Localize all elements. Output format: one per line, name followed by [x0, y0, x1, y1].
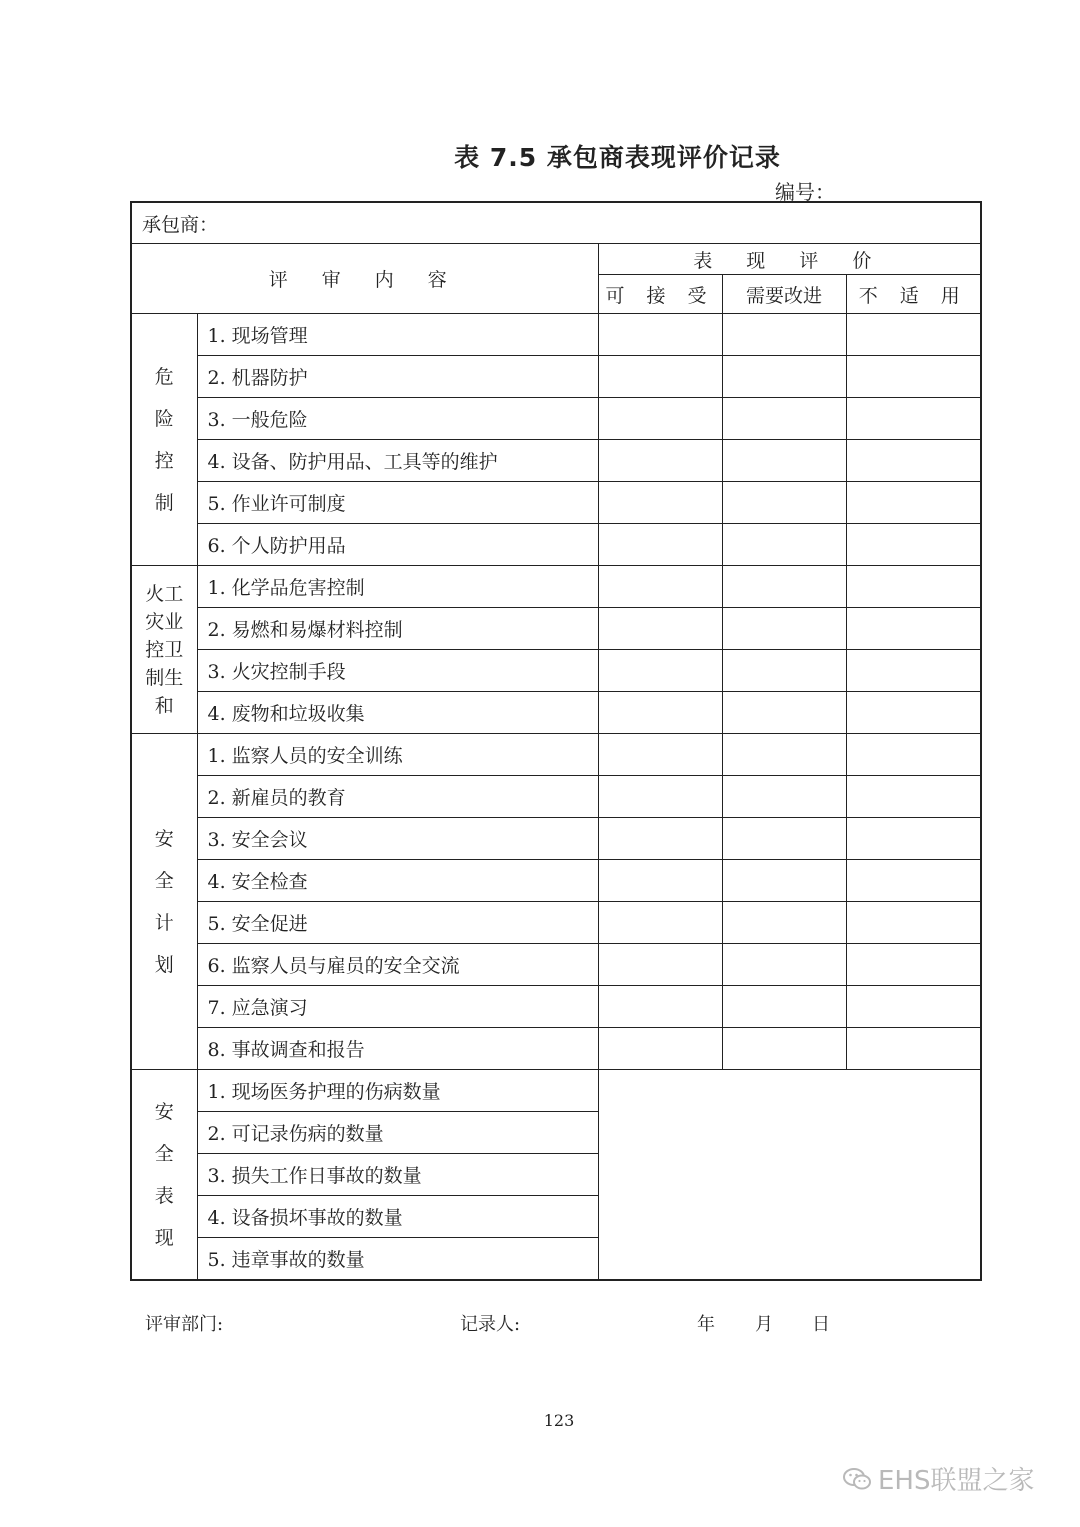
not-applicable-cell[interactable] — [846, 566, 981, 608]
needs-improvement-cell[interactable] — [722, 356, 846, 398]
acceptable-cell[interactable] — [598, 482, 722, 524]
not-applicable-cell[interactable] — [846, 440, 981, 482]
not-applicable-cell[interactable] — [846, 860, 981, 902]
not-applicable-cell[interactable] — [846, 986, 981, 1028]
list-item: 2. 机器防护 — [197, 356, 598, 398]
not-applicable-cell[interactable] — [846, 734, 981, 776]
list-item: 6. 监察人员与雇员的安全交流 — [197, 944, 598, 986]
needs-improvement-cell[interactable] — [722, 1028, 846, 1070]
needs-improvement-cell[interactable] — [722, 566, 846, 608]
needs-improvement-cell[interactable] — [722, 860, 846, 902]
needs-improvement-cell[interactable] — [722, 314, 846, 356]
acceptable-cell[interactable] — [598, 356, 722, 398]
category-safety-plan: 安 全 计 划 — [131, 734, 197, 1070]
footer-year: 年 — [697, 1314, 715, 1335]
not-applicable-cell[interactable] — [846, 818, 981, 860]
acceptable-cell[interactable] — [598, 944, 722, 986]
not-applicable-cell[interactable] — [846, 944, 981, 986]
needs-improvement-cell[interactable] — [722, 986, 846, 1028]
acceptable-cell[interactable] — [598, 776, 722, 818]
not-applicable-cell[interactable] — [846, 314, 981, 356]
list-item: 2. 易燃和易爆材料控制 — [197, 608, 598, 650]
wechat-icon — [842, 1466, 872, 1492]
safety-performance-value-area[interactable] — [598, 1070, 981, 1281]
not-applicable-cell[interactable] — [846, 692, 981, 734]
contractor-field[interactable]: 承包商： — [131, 202, 981, 244]
page-number: 123 — [543, 1411, 575, 1430]
not-applicable-cell[interactable] — [846, 482, 981, 524]
list-item: 2. 可记录伤病的数量 — [197, 1112, 598, 1154]
acceptable-cell[interactable] — [598, 818, 722, 860]
list-item: 3. 损失工作日事故的数量 — [197, 1154, 598, 1196]
acceptable-cell[interactable] — [598, 692, 722, 734]
not-applicable-cell[interactable] — [846, 356, 981, 398]
header-needs-improvement: 需要改进 — [722, 275, 846, 314]
not-applicable-cell[interactable] — [846, 902, 981, 944]
acceptable-cell[interactable] — [598, 608, 722, 650]
needs-improvement-cell[interactable] — [722, 776, 846, 818]
acceptable-cell[interactable] — [598, 398, 722, 440]
needs-improvement-cell[interactable] — [722, 650, 846, 692]
footer-month: 月 — [755, 1314, 773, 1335]
list-item: 4. 安全检查 — [197, 860, 598, 902]
list-item: 4. 废物和垃圾收集 — [197, 692, 598, 734]
not-applicable-cell[interactable] — [846, 650, 981, 692]
needs-improvement-cell[interactable] — [722, 902, 846, 944]
list-item: 5. 作业许可制度 — [197, 482, 598, 524]
acceptable-cell[interactable] — [598, 734, 722, 776]
list-item: 7. 应急演习 — [197, 986, 598, 1028]
list-item: 1. 现场管理 — [197, 314, 598, 356]
footer-day: 日 — [812, 1314, 830, 1335]
needs-improvement-cell[interactable] — [722, 440, 846, 482]
list-item: 3. 安全会议 — [197, 818, 598, 860]
not-applicable-cell[interactable] — [846, 398, 981, 440]
header-not-applicable: 不 适 用 — [846, 275, 981, 314]
not-applicable-cell[interactable] — [846, 608, 981, 650]
acceptable-cell[interactable] — [598, 566, 722, 608]
needs-improvement-cell[interactable] — [722, 734, 846, 776]
needs-improvement-cell[interactable] — [722, 398, 846, 440]
needs-improvement-cell[interactable] — [722, 818, 846, 860]
header-evaluation: 表 现 评 价 — [598, 244, 981, 275]
list-item: 5. 违章事故的数量 — [197, 1238, 598, 1281]
not-applicable-cell[interactable] — [846, 776, 981, 818]
list-item: 4. 设备损坏事故的数量 — [197, 1196, 598, 1238]
needs-improvement-cell[interactable] — [722, 692, 846, 734]
acceptable-cell[interactable] — [598, 650, 722, 692]
list-item: 3. 火灾控制手段 — [197, 650, 598, 692]
page-title: 表 7.5 承包商表现评价记录 — [454, 143, 781, 172]
footer-department: 评审部门: — [145, 1314, 224, 1335]
list-item: 2. 新雇员的教育 — [197, 776, 598, 818]
footer-recorder: 记录人: — [460, 1314, 521, 1335]
list-item: 1. 现场医务护理的伤病数量 — [197, 1070, 598, 1112]
needs-improvement-cell[interactable] — [722, 944, 846, 986]
category-fire-and-hygiene: 火工 灾业 控卫 制生 和 — [131, 566, 197, 734]
acceptable-cell[interactable] — [598, 1028, 722, 1070]
list-item: 6. 个人防护用品 — [197, 524, 598, 566]
acceptable-cell[interactable] — [598, 314, 722, 356]
acceptable-cell[interactable] — [598, 440, 722, 482]
list-item: 8. 事故调查和报告 — [197, 1028, 598, 1070]
needs-improvement-cell[interactable] — [722, 524, 846, 566]
list-item: 1. 化学品危害控制 — [197, 566, 598, 608]
acceptable-cell[interactable] — [598, 524, 722, 566]
not-applicable-cell[interactable] — [846, 524, 981, 566]
watermark-text: EHS联盟之家 — [878, 1466, 1035, 1496]
needs-improvement-cell[interactable] — [722, 608, 846, 650]
acceptable-cell[interactable] — [598, 902, 722, 944]
list-item: 3. 一般危险 — [197, 398, 598, 440]
needs-improvement-cell[interactable] — [722, 482, 846, 524]
serial-number-label: 编号： — [775, 180, 835, 204]
watermark — [842, 1460, 1034, 1497]
acceptable-cell[interactable] — [598, 986, 722, 1028]
category-safety-performance: 安 全 表 现 — [131, 1070, 197, 1281]
list-item: 1. 监察人员的安全训练 — [197, 734, 598, 776]
not-applicable-cell[interactable] — [846, 1028, 981, 1070]
header-acceptable: 可 接 受 — [598, 275, 722, 314]
list-item: 5. 安全促进 — [197, 902, 598, 944]
header-content: 评 审 内 容 — [131, 244, 598, 314]
list-item: 4. 设备、防护用品、工具等的维护 — [197, 440, 598, 482]
evaluation-table — [130, 201, 982, 1281]
acceptable-cell[interactable] — [598, 860, 722, 902]
category-hazard-control: 危 险 控 制 — [131, 314, 197, 566]
